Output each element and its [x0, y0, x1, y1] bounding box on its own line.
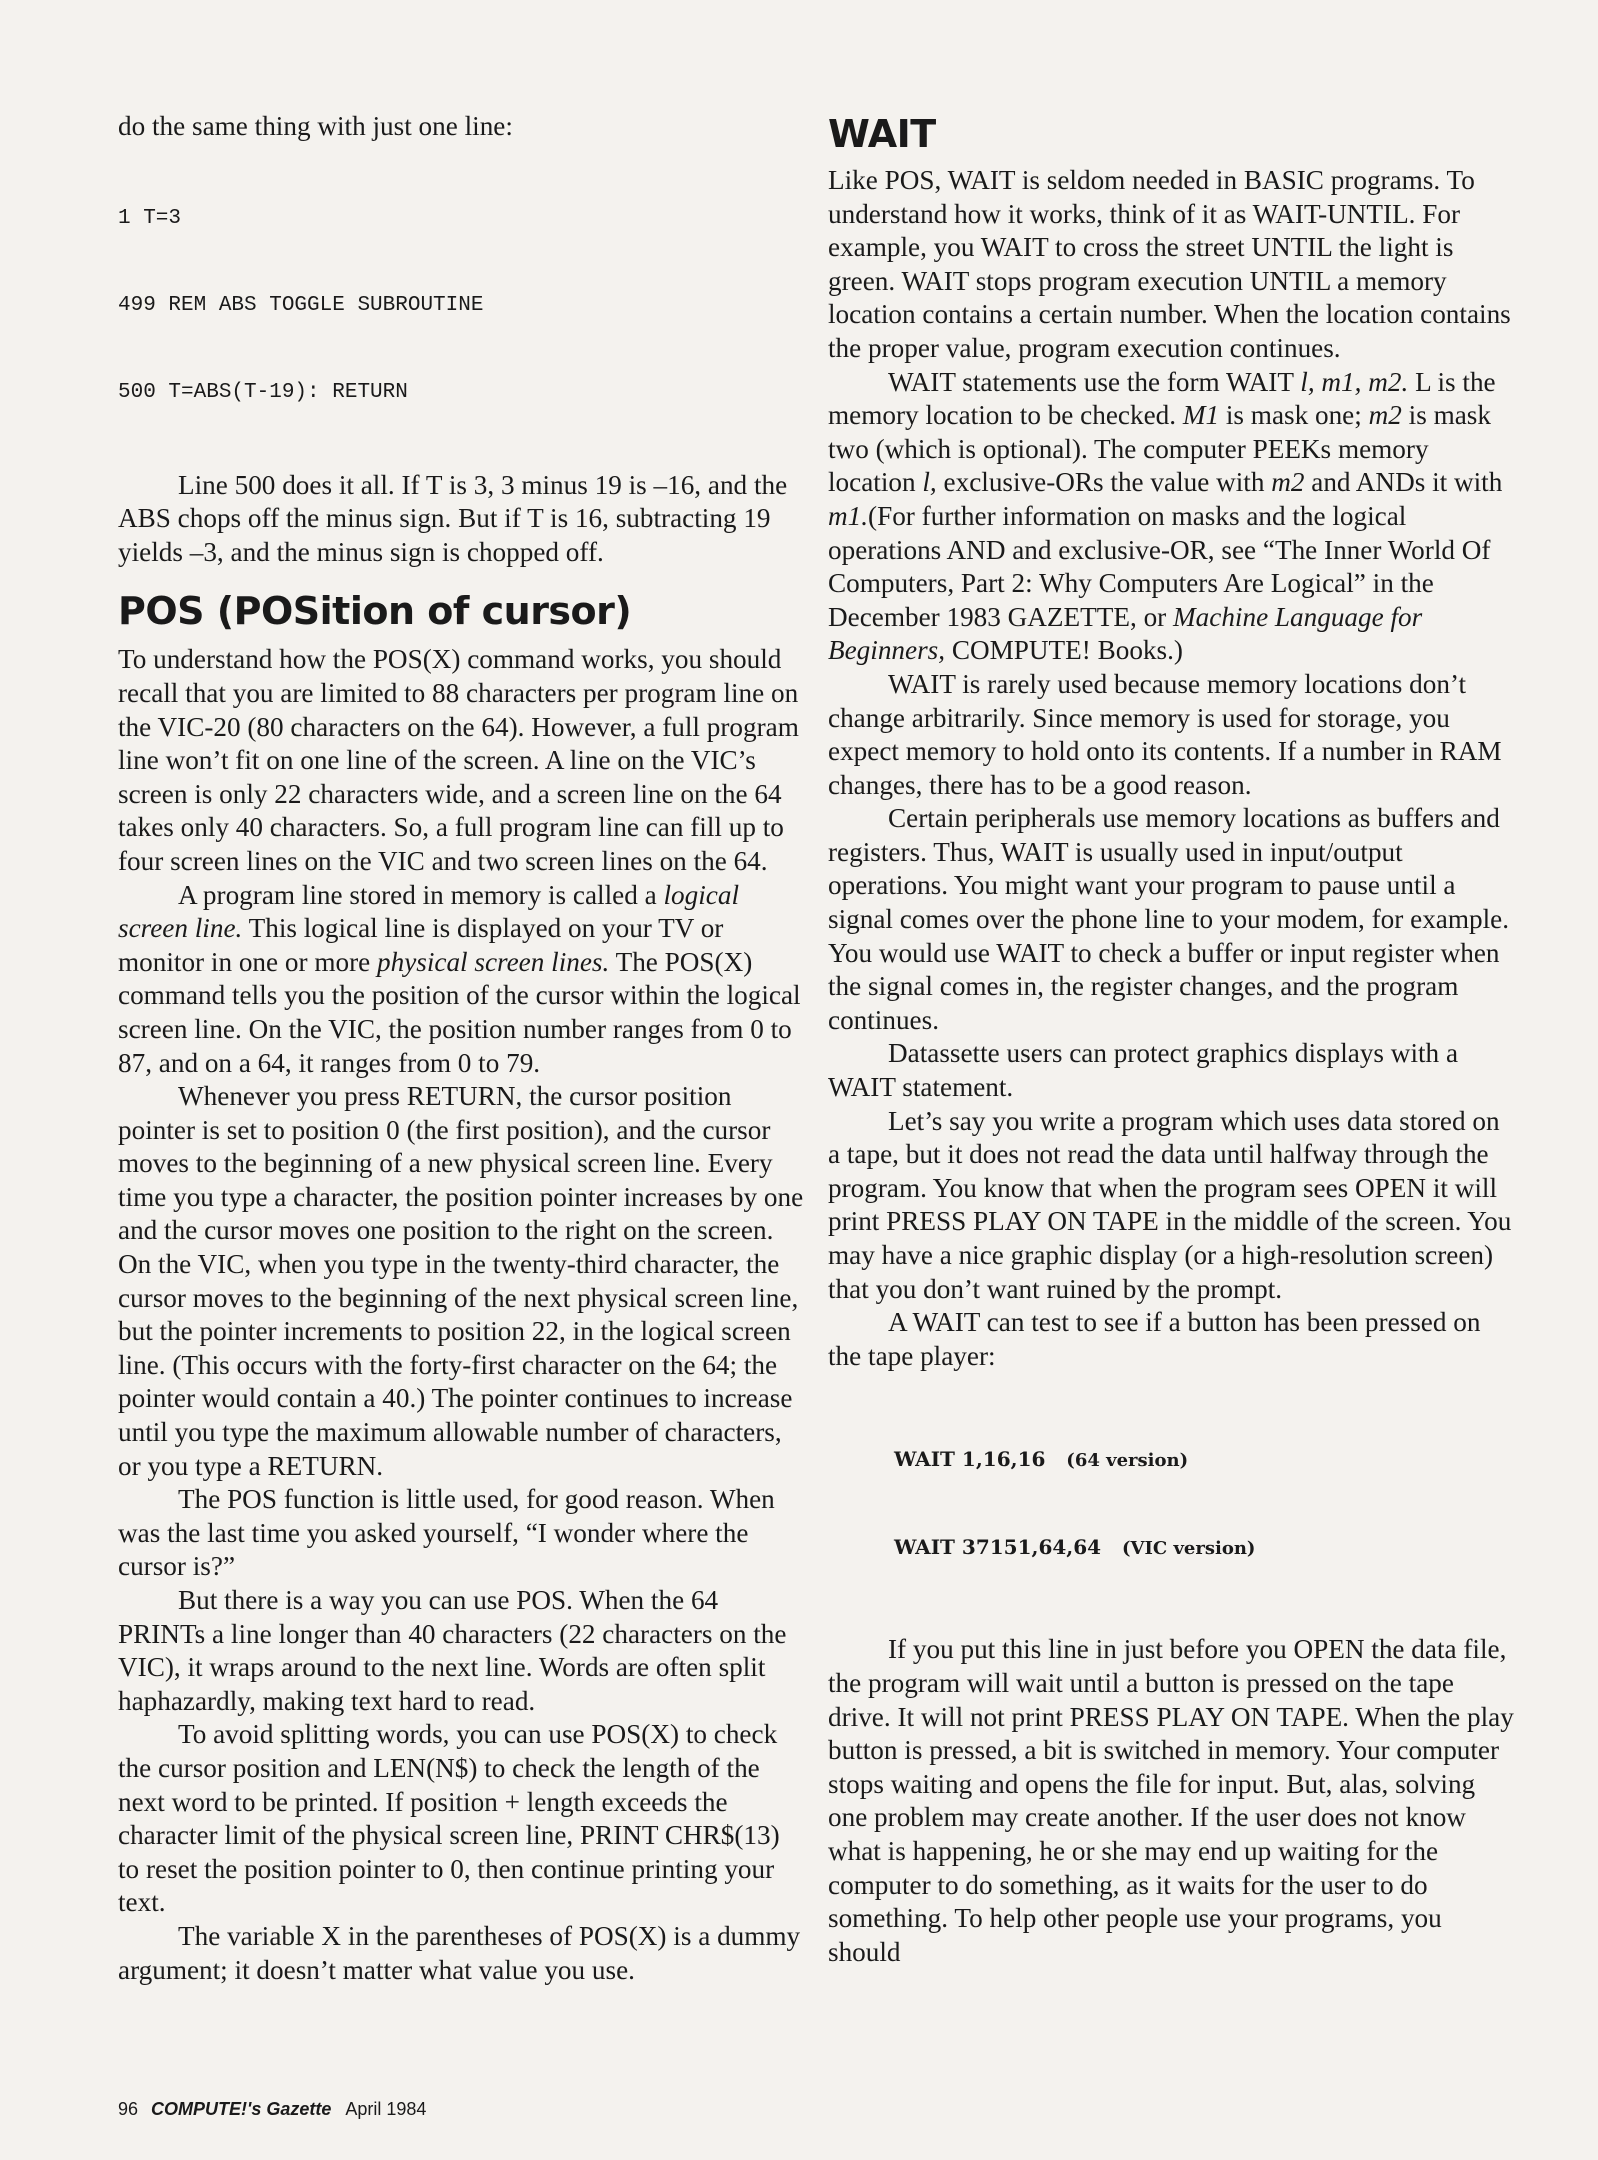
- paragraph: The POS function is little used, for good reason. When was the last time you asked yourself, “I wonder where the cursor is?”: [118, 1484, 775, 1582]
- paragraph: Let’s say you write a program which uses data stored on a tape, but it does not read the data until halfway through the program. You know that when the program sees OPEN it will print PRESS PLAY ON TAPE in the middle of the screen. You may have a nice graphic display (or a high-resolution screen) that you don’t want ruined by the prompt.: [828, 1105, 1512, 1304]
- right-column: [828, 112, 1518, 1969]
- section-heading-wait: WAIT: [828, 112, 936, 156]
- book-title: Machine Language for Beginners,: [828, 601, 1423, 666]
- issue-date: April 1984: [345, 2099, 427, 2119]
- paragraph: Certain peripherals use memory locations as buffers and registers. Thus, WAIT is usually used in input/output operations. You might want your program to pause until a signal comes over the phone line to your modem, for example. You would use WAIT to check a buffer or input register when the signal comes in, the register changes, and the program continues.: [828, 803, 1510, 1035]
- paragraph: Like POS, WAIT is seldom needed in BASIC programs. To understand how it works, think of it as WAIT-UNTIL. For example, you WAIT to cross the street UNTIL the light is green. WAIT stops program execution UNTIL a memory location contains a certain number. When the location contains the proper value, program execution continues.: [828, 165, 1511, 363]
- code-listing: [118, 146, 806, 465]
- paragraph: WAIT is rarely used because memory locations don’t change arbitrarily. Since memory is used for storage, you expect memory to hold onto its contents. If a number in RAM changes, there has to be a good reason.: [828, 668, 1502, 800]
- intro-line: do the same thing with just one line:: [118, 111, 513, 141]
- page-footer: [118, 2097, 426, 2121]
- paragraph: WAIT statements use the form WAIT l, m1, m2. L is the memory location to be checked. M1 is mask one; m2 is mask two (which is optional). The computer PEEKs memory location l, exclusive-ORs the value with m2 and ANDs it with m1.(For further information on masks and the logical operations AND and exclusive-OR, see “The Inner World Of Computers, Part 2: Why Computers Are Logical” in the December 1983 GAZETTE, or Machine Language for Beginners, COMPUTE! Books.): [828, 366, 1503, 666]
- paragraph: Datassette users can protect graphics displays with a WAIT statement.: [828, 1038, 1459, 1103]
- emphasis: logical screen line.: [118, 879, 739, 944]
- wait-code-listing: [894, 1387, 1518, 1621]
- paragraph: If you put this line in just before you OPEN the data file, the program will wait until a button is pressed on the tape drive. It will not print PRESS PLAY ON TAPE. When the play button is pressed, a bit is switched in memory. Your computer stops waiting and opens the file for input. But, alas, solving one problem may create another. If the user does not know what is happening, he or she may end up waiting for the computer to do something, as it waits for the user to do something. To help other people use your programs, you should: [828, 1634, 1514, 1967]
- paragraph: A program line stored in memory is called a logical screen line. This logical line is displayed on your TV or monitor in one or more physical screen lines. The POS(X) command tells you the position of the cursor within the logical screen line. On the VIC, the position number ranges from 0 to 87, and on a 64, it ranges from 0 to 79.: [118, 879, 801, 1078]
- code-line: WAIT 1,16,16 (64 version): [894, 1447, 1189, 1472]
- paragraph: The variable X in the parentheses of POS(X) is a dummy argument; it doesn’t matter what value you use.: [118, 1920, 801, 1985]
- left-column: [118, 110, 806, 1987]
- paragraph: Line 500 does it all. If T is 3, 3 minus 19 is –16, and the ABS chops off the minus sign. But if T is 16, subtracting 19 yields –3, and the minus sign is chopped off.: [118, 469, 788, 567]
- code-line: 499 REM ABS TOGGLE SUBROUTINE: [118, 293, 484, 317]
- section-heading-pos: POS (POSition of cursor): [118, 589, 632, 634]
- paragraph: To avoid splitting words, you can use POS(X) to check the cursor position and LEN(N$) to check the length of the next word to be printed. If position + length exceeds the character limit of the physical screen line, PRINT CHR$(13) to reset the position pointer to 0, then continue printing your text.: [118, 1719, 780, 1918]
- page-number: 96: [118, 2099, 139, 2119]
- code-line: 1 T=3: [118, 206, 182, 230]
- paragraph: A WAIT can test to see if a button has been pressed on the tape player:: [828, 1307, 1481, 1371]
- paragraph: To understand how the POS(X) command works, you should recall that you are limited to 88 characters per program line on the VIC-20 (80 characters on the 64). However, a full program line won’t fit on one line of the screen. A line on the VIC’s screen is only 22 characters wide, and a screen line on the 64 takes only 40 characters. So, a full program line can fill up to four screen lines on the VIC and two screen lines on the 64.: [118, 644, 799, 876]
- paragraph: Whenever you press RETURN, the cursor position pointer is set to position 0 (the first position), and the cursor moves to the beginning of a new physical screen line. Every time you type a character, the position pointer increases by one and the cursor moves one position to the right on the screen. On the VIC, when you type in the twenty-third character, the cursor moves to the beginning of the next physical screen line, but the pointer increments to position 22, in the logical screen line. (This occurs with the forty-first character on the 64; the pointer would contain a 40.) The pointer continues to increase until you type the maximum allowable number of characters, or you type a RETURN.: [118, 1081, 804, 1481]
- paragraph: But there is a way you can use POS. When the 64 PRINTs a line longer than 40 characters (22 characters on the VIC), it wraps around to the next line. Words are often split haphazardly, making text hard to read.: [118, 1585, 787, 1716]
- code-line: WAIT 37151,64,64 (VIC version): [894, 1535, 1256, 1560]
- magazine-name: COMPUTE!'s Gazette: [151, 2099, 332, 2119]
- code-line: 500 T=ABS(T-19): RETURN: [118, 380, 408, 404]
- emphasis: physical screen lines.: [377, 946, 610, 977]
